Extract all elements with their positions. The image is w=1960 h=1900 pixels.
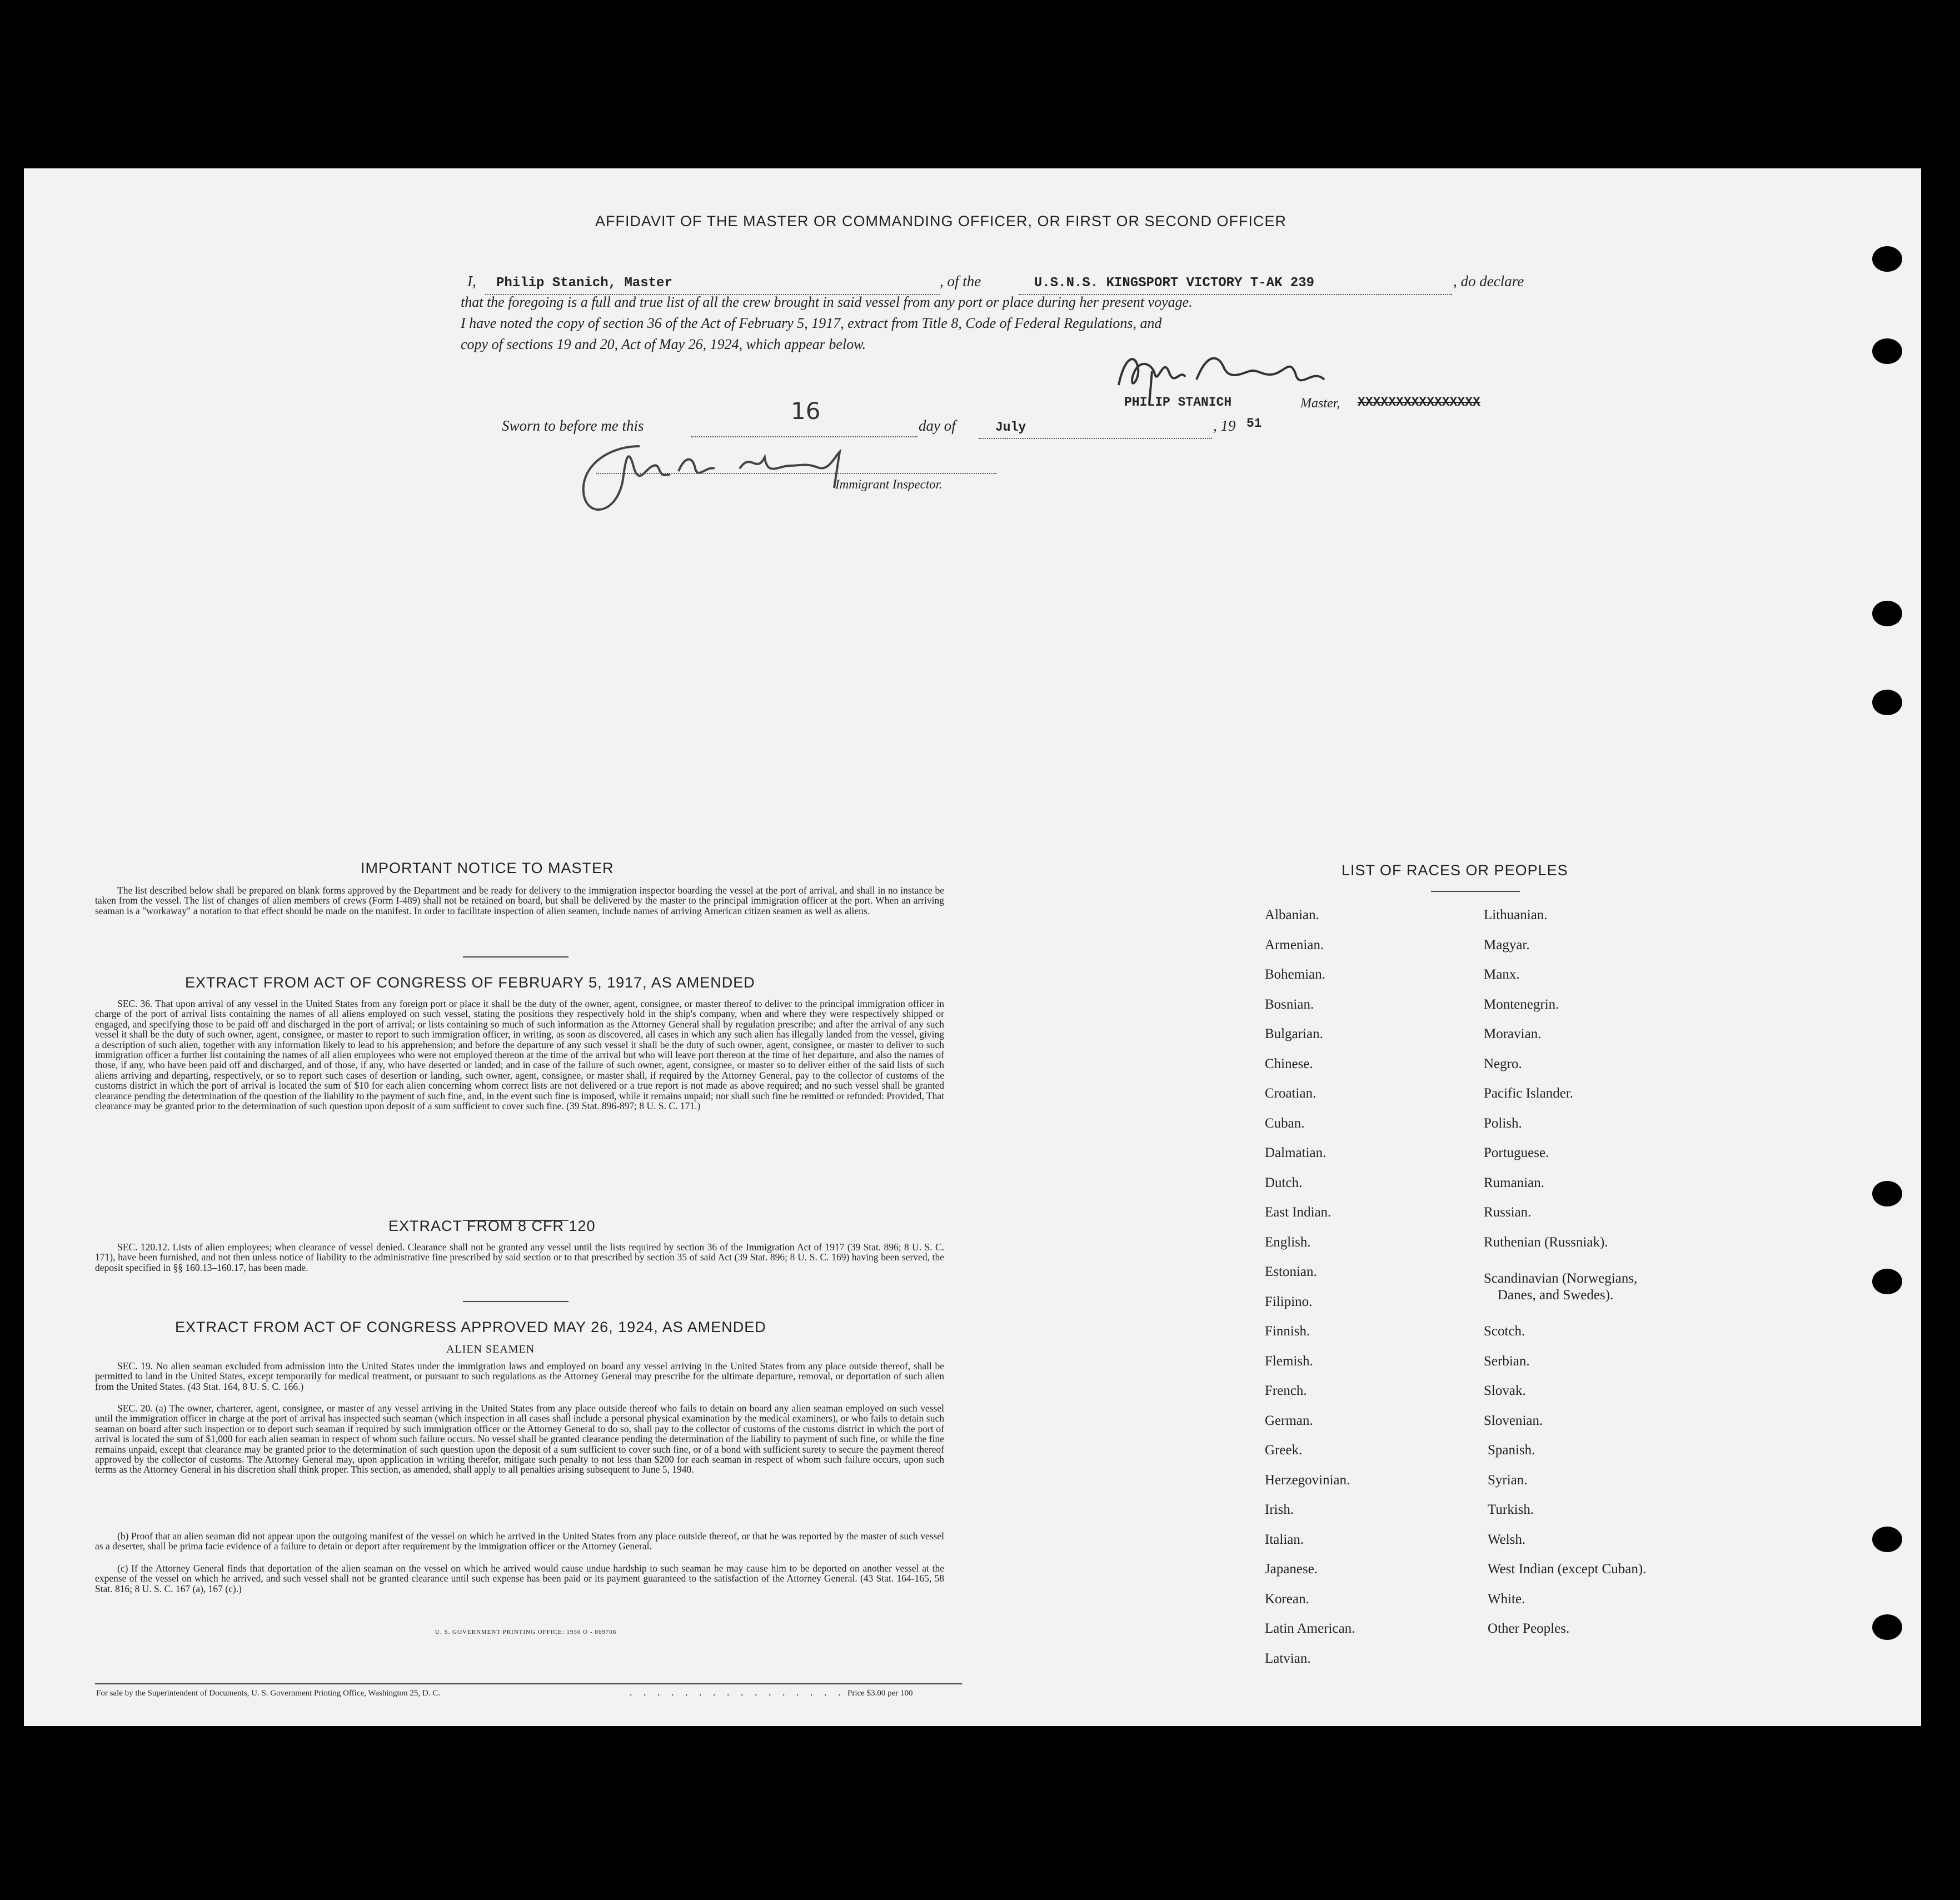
- race-item: Welsh.: [1488, 1532, 1526, 1547]
- race-item: Filipino.: [1265, 1294, 1313, 1309]
- punch-hole: [1872, 1181, 1902, 1206]
- extract-cfr-title: EXTRACT FROM 8 CFR 120: [388, 1218, 596, 1234]
- sworn-month-value: July: [995, 420, 1026, 435]
- notice-body: The list described below shall be prepared on blank forms approved by the Department and be ready for delivery to the immigration inspector boarding the vessel at the port of arrival, and shall in no instance be taken from the vessel. The list of changes of alien members of crews (Form I-489) shall not be retained on board, but shall be delivered by the master to the principal immigration officer at the port. When an arriving seaman is a "workaway" a notation to that effect should be made on the manifest. In order to facilitate inspection of alien seamen, include names of arriving American citizen seamen as well as aliens.: [95, 885, 944, 916]
- race-item: Serbian.: [1484, 1354, 1530, 1369]
- year-prefix: , 19: [1213, 417, 1236, 434]
- race-item: Lithuanian.: [1484, 907, 1548, 922]
- divider: [1431, 891, 1520, 892]
- race-item: Danes, and Swedes).: [1498, 1288, 1614, 1303]
- extract-1917-body: SEC. 36. That upon arrival of any vessel in the United States from any foreign port or place it shall be the duty of the owner, agent, consignee, or master thereof to deliver to the principal immigration officer in charge of the port of arrival lists containing the names of all aliens employed on such vessel, stating the positions they respectively hold in the ship's company, when and where they were respectively shipped or engaged, and specifying those to be paid off and discharged in the port of arrival; or lists containing so much of such information as the Attorney General shall by regulation prescribe; and after the arrival of any such vessel it shall be the duty of such owner, agent, consignee, or master to report to such immigration officer, in writing, as soon as discovered, all cases in which any such alien has illegally landed from the vessel, giving a description of such alien, together with any information likely to lead to his apprehension; and before the departure of any such vessel it shall be the duty of such owner, agent, consignee, or master to deliver to such immigration officer a further list containing the names of all alien employees who were not employed thereon at the time of the arrival but who will leave port thereon at the time of her departure, and also the names of those, if any, who have been paid off and discharged, and of those, if any, who have deserted or landed; and in case of the failure of such owner, agent, consignee, or master so to deliver either of the said lists of such aliens arriving and departing, respectively, or so to report such cases of desertion or landing, such owner, agent, consignee, or master shall, if required by the Attorney General, pay to the collector of customs of the customs district in which the port of arrival is located the sum of $10 for each alien concerning whom correct lists are not delivered or a true report is not made as above required; and no such vessel shall be granted clearance pending the determination of the question of the liability to the payment of such fine, and, in the event such fine is imposed, while it remains unpaid; nor shall such fine be remitted or refunded: Provided, That clearance may be granted prior to the determination of such question upon deposit of a sum sufficient to cover such fine. (39 Stat. 896-897; 8 U. S. C. 171.): [95, 998, 944, 1112]
- race-item: Korean.: [1265, 1592, 1309, 1607]
- extract-1924-sec20b: (b) Proof that an alien seaman did not appear upon the outgoing manifest of the vessel on which he arrived in the United States from any place outside thereof, or that he was reported by the master of such vessel as a deserter, shall be prima facie evidence of a failure to detain or deport after requirement by the immigration officer or the Attorney General.: [95, 1530, 944, 1552]
- race-item: Portuguese.: [1484, 1145, 1549, 1160]
- punch-hole: [1872, 338, 1902, 364]
- punch-hole: [1872, 690, 1902, 715]
- affidavit-i-label: I,: [467, 273, 476, 290]
- race-item: Manx.: [1484, 967, 1520, 982]
- of-the-label: , of the: [940, 273, 981, 290]
- race-item: Bosnian.: [1265, 997, 1314, 1012]
- extract-cfr-body: SEC. 120.12. Lists of alien employees; when clearance of vessel denied. Clearance shall not be granted any vessel until the lists required by section 36 of the Immigration Act of 1917 (39 Stat. 896; 8 U. S. C. 171), have been furnished, and not then unless notice of liability to the administrative fine prescribed by said section or to that prescribed by section 35 of said Act (39 Stat. 896; 8 U. S. C. 169) having been served, the deposit specified in §§ 160.13–160.17, has been made.: [95, 1241, 944, 1273]
- inspector-label: Immigrant Inspector.: [835, 477, 942, 491]
- extract-1917-title: EXTRACT FROM ACT OF CONGRESS OF FEBRUARY 5, 1917, AS AMENDED: [185, 974, 755, 991]
- race-item: Magyar.: [1484, 937, 1530, 953]
- race-item: Russian.: [1484, 1205, 1532, 1220]
- vessel-name-value: U.S.N.S. KINGSPORT VICTORY T-AK 239: [1034, 276, 1315, 291]
- race-item: Herzegovinian.: [1265, 1473, 1350, 1488]
- race-item: Bohemian.: [1265, 967, 1326, 982]
- document-page: [24, 168, 1921, 1726]
- race-item: Dalmatian.: [1265, 1145, 1326, 1160]
- race-item: Flemish.: [1265, 1354, 1313, 1369]
- race-item: Slovak.: [1484, 1383, 1526, 1398]
- affidavit-line-3: I have noted the copy of section 36 of the Act of February 5, 1917, extract from Title 8, Code of Federal Regulations, and: [461, 315, 1162, 331]
- divider: [463, 1301, 568, 1302]
- punch-hole: [1872, 246, 1902, 272]
- race-item: Estonian.: [1265, 1264, 1317, 1279]
- printed-master-name: PHILIP STANICH: [1124, 395, 1232, 410]
- extract-1924-sec19: SEC. 19. No alien seaman excluded from admission into the United States under the immigration laws and employed on board any vessel arriving in the United States from any place outside thereof, shall be permitted to land in the United States, except temporarily for medical treatment, or pursuant to such regulations as the Attorney General may prescribe for the ultimate departure, removal, or deportation of such alien from the United States. (43 Stat. 164, 8 U. S. C. 166.): [95, 1360, 944, 1392]
- affidavit-line-2: that the foregoing is a full and true list of all the crew brought in said vessel from any port or place during her present voyage.: [461, 294, 1193, 310]
- race-item: Rumanian.: [1484, 1175, 1545, 1190]
- race-item: Greek.: [1265, 1443, 1303, 1458]
- race-item: Scandinavian (Norwegians,: [1484, 1271, 1638, 1286]
- races-title: LIST OF RACES OR PEOPLES: [1341, 862, 1568, 879]
- divider: [463, 956, 568, 958]
- race-item: Montenegrin.: [1484, 997, 1559, 1012]
- struck-title: XXXXXXXXXXXXXXXX: [1358, 395, 1480, 410]
- race-item: Albanian.: [1265, 907, 1319, 922]
- race-item: Irish.: [1265, 1502, 1294, 1517]
- race-item: Turkish.: [1488, 1502, 1534, 1517]
- extract-1924-sec20a: SEC. 20. (a) The owner, charterer, agent, consignee, or master of any vessel arriving in the United States from any place outside thereof who fails to detain on board any alien seaman employed on such vessel until the immigration officer in charge at the port of arrival has inspected such seaman (which inspection in all cases shall include a personal physical examination by the medical examiners), or who fails to detain such seaman on board after such inspection or to deport such seaman if required by such immigration officer or the Attorney General to do so, shall pay to the collector of customs of the customs district in which the port of arrival is located the sum of $1,000 for each alien seaman in respect of whom such failure occurs. No vessel shall be granted clearance pending the determination of the liability to payment of such fine, or while the fine remains unpaid, except that clearance may be granted prior to the determination of such question upon the deposit of a sum sufficient to cover such fine, or of a bond with sufficient surety to secure the payment thereof approved by the collector of customs. The Attorney General may, upon application in writing therefor, mitigate such penalty to not less than $200 for each seaman in respect of whom such failure occurs, upon such terms as the Attorney General in his discretion shall think proper. This section, as amended, shall apply to all penalties arising subsequent to June 5, 1940.: [95, 1403, 944, 1475]
- race-item: Japanese.: [1265, 1562, 1318, 1577]
- race-item: Chinese.: [1265, 1056, 1313, 1071]
- punch-hole: [1872, 601, 1902, 626]
- affidavit-line-4: copy of sections 19 and 20, Act of May 26, 1924, which appear below.: [461, 336, 866, 352]
- race-item: White.: [1488, 1592, 1525, 1607]
- race-item: English.: [1265, 1235, 1311, 1250]
- race-item: Cuban.: [1265, 1116, 1305, 1131]
- master-name-value: Philip Stanich, Master: [496, 276, 672, 291]
- extract-1924-title: EXTRACT FROM ACT OF CONGRESS APPROVED MAY 26, 1924, AS AMENDED: [175, 1319, 766, 1335]
- race-item: Armenian.: [1265, 937, 1324, 953]
- race-item: Latin American.: [1265, 1621, 1355, 1636]
- gpo-imprint: U. S. GOVERNMENT PRINTING OFFICE: 1950 O - 869708: [435, 1629, 617, 1635]
- master-title-label: Master,: [1300, 396, 1340, 411]
- race-item: West Indian (except Cuban).: [1488, 1562, 1647, 1577]
- race-item: Spanish.: [1488, 1443, 1535, 1458]
- race-item: Other Peoples.: [1488, 1621, 1570, 1636]
- race-item: Negro.: [1484, 1056, 1522, 1071]
- footer-left: For sale by the Superintendent of Documents, U. S. Government Printing Office, Washington 25, D. C.: [96, 1689, 440, 1698]
- race-item: Dutch.: [1265, 1175, 1303, 1190]
- race-item: Ruthenian (Russniak).: [1484, 1235, 1608, 1250]
- race-item: French.: [1265, 1383, 1307, 1398]
- punch-hole: [1872, 1614, 1902, 1640]
- sworn-day-value: 16: [791, 397, 821, 425]
- day-of-label: day of: [919, 417, 956, 434]
- race-item: Pacific Islander.: [1484, 1086, 1574, 1101]
- race-item: Moravian.: [1484, 1026, 1542, 1041]
- sworn-label: Sworn to before me this: [502, 417, 644, 434]
- race-item: Slovenian.: [1484, 1413, 1543, 1428]
- sworn-month-field: [979, 415, 1212, 439]
- footer-rule: [95, 1683, 962, 1684]
- alien-seamen-subtitle: ALIEN SEAMEN: [446, 1343, 535, 1355]
- footer-dots: . . . . . . . . . . . . . . . . .: [630, 1687, 859, 1698]
- race-item: Bulgarian.: [1265, 1026, 1323, 1041]
- do-declare-label: , do declare: [1453, 273, 1524, 290]
- sworn-day-field: [691, 397, 917, 437]
- affidavit-title: AFFIDAVIT OF THE MASTER OR COMMANDING OFFICER, OR FIRST OR SECOND OFFICER: [595, 213, 1287, 230]
- race-item: Croatian.: [1265, 1086, 1316, 1101]
- race-item: Polish.: [1484, 1116, 1522, 1131]
- punch-hole: [1872, 1269, 1902, 1294]
- footer-price: Price $3.00 per 100: [847, 1689, 913, 1698]
- extract-1924-sec20c: (c) If the Attorney General finds that deportation of the alien seaman on the vessel on which he arrived would cause undue hardship to such seaman he may cause him to be deported on another vessel at the expense of the vessel on which he arrived, and such vessel shall not be granted clearance until such expense has been paid or its payment guaranteed to the satisfaction of the Attorney General. (43 Stat. 164-165, 58 Stat. 816; 8 U. S. C. 167 (a), 167 (c).): [95, 1563, 944, 1594]
- race-item: German.: [1265, 1413, 1313, 1428]
- race-item: East Indian.: [1265, 1205, 1331, 1220]
- race-item: Scotch.: [1484, 1324, 1525, 1339]
- race-item: Syrian.: [1488, 1473, 1528, 1488]
- race-item: Italian.: [1265, 1532, 1304, 1547]
- punch-hole: [1872, 1527, 1902, 1552]
- sworn-year-value: 51: [1246, 416, 1262, 431]
- notice-title: IMPORTANT NOTICE TO MASTER: [361, 860, 614, 876]
- race-item: Finnish.: [1265, 1324, 1310, 1339]
- race-item: Latvian.: [1265, 1651, 1311, 1666]
